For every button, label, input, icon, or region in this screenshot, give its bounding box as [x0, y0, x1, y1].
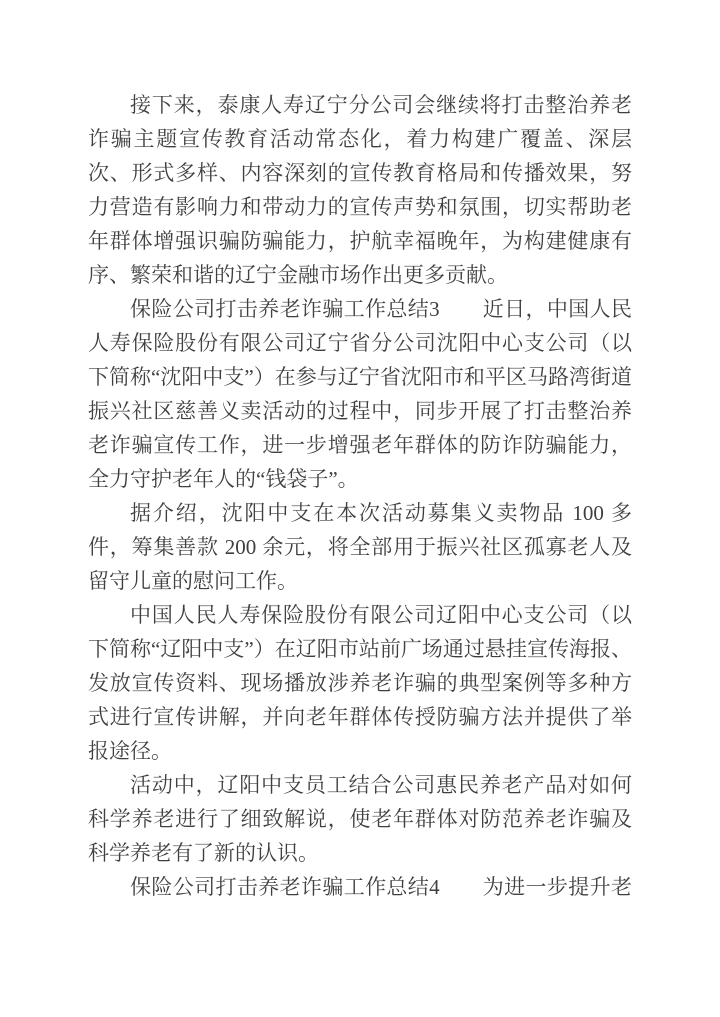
paragraph-4: 中国人民人寿保险股份有限公司辽阳中心支公司（以下简称“辽阳中支”）在辽阳市站前广场通过悬挂宣传海报、发放宣传资料、现场播放涉养老诈骗的典型案例等多种方式进行宣传讲解，并向老年群体传授防骗方法并提供了举报途径。: [88, 603, 632, 763]
paragraph-3: 据介绍，沈阳中支在本次活动募集义卖物品 100 多件，筹集善款 200 余元，将全部用于振兴社区孤寡老人及留守儿童的慰问工作。: [88, 501, 632, 593]
paragraph-6-summary-4: 保险公司打击养老诈骗工作总结4 为进一步提升老: [130, 875, 632, 899]
paragraph-2-summary-3: 保险公司打击养老诈骗工作总结3 近日，中国人民人寿保险股份有限公司辽宁省分公司沈阳中心支公司（以下简称“沈阳中支”）在参与辽宁省沈阳市和平区马路湾街道振兴社区慈善义卖活动的过程中，同步开展了打击整治养老诈骗宣传工作，进一步增强老年群体的防诈防骗能力，全力守护老年人的“钱袋子”。: [88, 297, 632, 491]
paragraph-5: 活动中，辽阳中支员工结合公司惠民养老产品对如何科学养老进行了细致解说，使老年群体对防范养老诈骗及科学养老有了新的认识。: [88, 773, 632, 865]
paragraph-1: 接下来，泰康人寿辽宁分公司会继续将打击整治养老诈骗主题宣传教育活动常态化，着力构建广覆盖、深层次、形式多样、内容深刻的宣传教育格局和传播效果，努力营造有影响力和带动力的宣传声势和氛围，切实帮助老年群体增强识骗防骗能力，护航幸福晚年，为构建健康有序、繁荣和谐的辽宁金融市场作出更多贡献。: [88, 93, 632, 287]
